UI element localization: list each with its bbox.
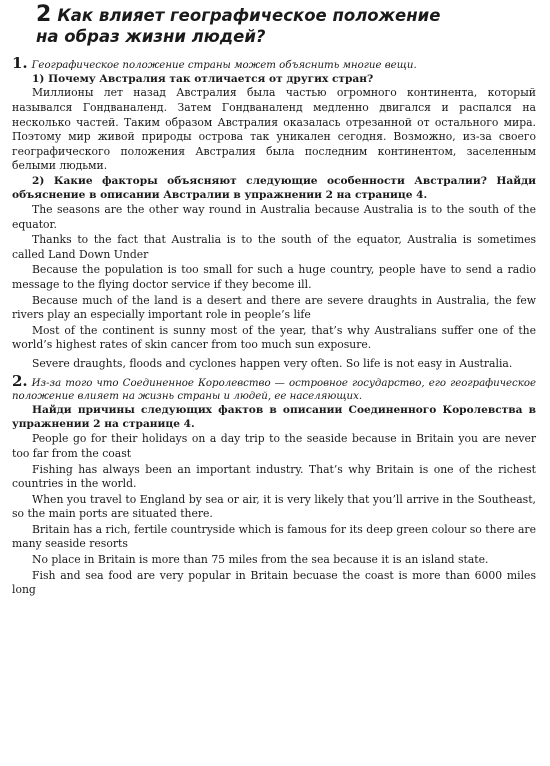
task1-question1: 1) Почему Австралия так отличается от других стран?	[32, 73, 374, 86]
australia-fact: Because the population is too small for such a huge country, people have to send a radio message to the flying doctor service if they become ill.	[12, 263, 536, 291]
task2-text: Из-за того что Соединенное Королевство — островное государство, его географическое положение влияет на жизнь страны и людей, ее населяющих.	[12, 377, 536, 402]
task1-intro	[12, 54, 536, 72]
page-body	[12, 54, 536, 598]
task2-question: Найди причины следующих фактов в описании Соединенного Королевства в упражнении 2 на странице 4.	[12, 404, 536, 431]
section-title-line1: Как влияет географическое положение	[57, 6, 441, 25]
australia-fact: Because much of the land is a desert and there are severe draughts in Australia, the few rivers play an especially important role in people’s life	[12, 293, 536, 322]
britain-fact: When you travel to England by sea or air, it is very likely that you’ll arrive in the Southeast, so the main ports are situated there.	[12, 492, 536, 521]
britain-fact: Britain has a rich, fertile countryside which is famous for its deep green colour so there are many seaside resorts	[12, 522, 536, 551]
britain-fact: No place in Britain is more than 75 miles from the sea because it is an island state.	[32, 553, 489, 567]
task1-question2: 2) Какие факторы объясняют следующие особенности Австралии? Найди объяснение в описании Австралии в упражнении 2 на странице 4.	[12, 174, 536, 201]
section-title	[36, 4, 516, 47]
task2-intro	[12, 371, 536, 404]
task1-answer1: Миллионы лет назад Австралия была частью огромного континента, который назывался Гондваналенд. Затем Гондваналенд медленно двигался и распался на несколько частей. Таким образом Австралия оказалась отрезанной от остального мира. Поэтому мир живой природы острова так уникален сегодня. Возможно, из-за своего географического положения Австралия была последним континентом, заселенным белыми людьми.	[12, 86, 536, 173]
britain-fact: People go for their holidays on a day trip to the seaside because in Britain you are never too far from the coast	[12, 432, 536, 460]
section-title-line2: на образ жизни людей?	[36, 27, 266, 46]
britain-fact: Fishing has always been an important industry. That’s why Britain is one of the richest countries in the world.	[12, 462, 536, 491]
australia-fact: Most of the continent is sunny most of the year, that’s why Australians suffer one of the world’s highest rates of skin cancer from too much sun exposure.	[12, 323, 536, 352]
britain-fact: Fish and sea food are very popular in Britain becuase the coast is more than 6000 miles long	[12, 568, 536, 597]
task2-number: 2.	[12, 371, 28, 390]
section-number: 2	[36, 2, 52, 27]
task1-number: 1.	[12, 54, 28, 72]
task1-text: Географическое положение страны может объяснить многие вещи.	[31, 60, 417, 71]
australia-extra: Severe draughts, floods and cyclones happen very often. So life is not easy in Australia.	[32, 356, 513, 370]
australia-fact: The seasons are the other way round in Australia because Australia is to the south of the equator.	[12, 202, 536, 231]
australia-fact: Thanks to the fact that Australia is to the south of the equator, Australia is sometimes called Land Down Under	[12, 233, 536, 261]
